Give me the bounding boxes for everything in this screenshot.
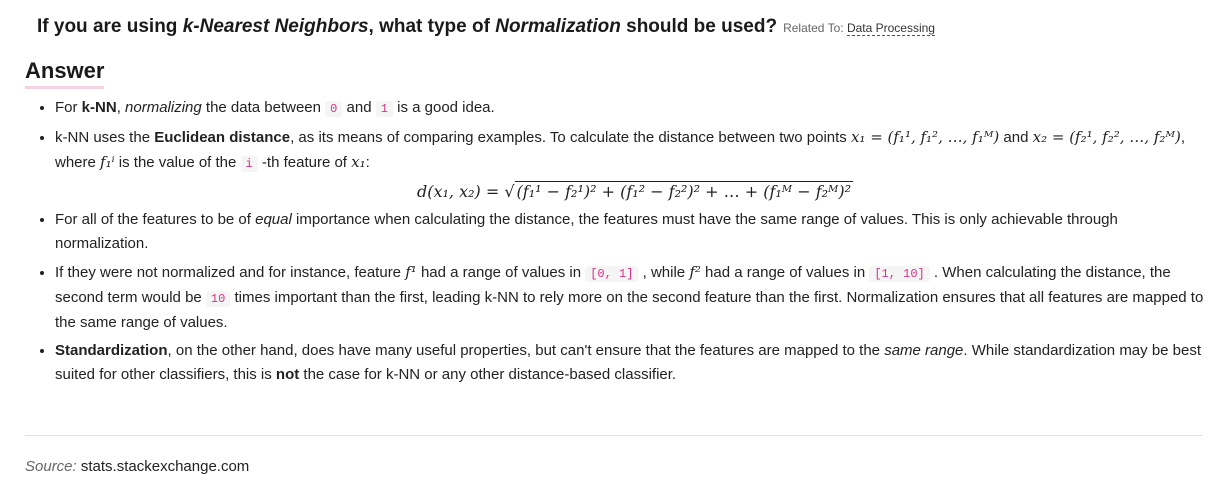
text: had a range of values in: [416, 264, 586, 281]
answer-heading: Answer: [25, 58, 104, 89]
math-f2: f²: [689, 263, 701, 281]
code-range-1-10: [1, 10]: [869, 266, 929, 282]
source-label: Source:: [25, 458, 77, 475]
text: , while: [638, 264, 690, 281]
math-f1: f¹: [405, 263, 417, 281]
related-to: [783, 21, 935, 35]
text: . When calculating the distance, the second term would be: [55, 264, 1171, 306]
question-term-knn: k-Nearest Neighbors: [182, 16, 369, 37]
text: is the value of the: [114, 154, 241, 171]
normalizing-term: normalizing: [125, 99, 202, 116]
math-x2-definition: x₂ = (f₂¹, f₂², …, f₂ᴹ): [1032, 128, 1181, 146]
text: and: [999, 129, 1033, 146]
text: For all of the features to be of: [55, 211, 256, 228]
distance-formula: [55, 180, 1215, 204]
code-one: 1: [376, 101, 393, 117]
text: :: [365, 154, 370, 171]
answer-bullet-list: [37, 96, 1215, 391]
text: -th feature of: [257, 154, 352, 171]
math-x1: x₁: [351, 153, 366, 171]
text: ,: [116, 99, 126, 116]
bullet-normalizing-range: [55, 96, 1215, 121]
text: . While standardization may be best suited for other classifiers, this is: [55, 342, 1202, 383]
bullet-euclidean-distance: [55, 125, 1215, 176]
bullet-standardization: [55, 339, 1215, 387]
text: the case for k-NN or any other distance-based classifier.: [299, 366, 677, 383]
formula-lhs: d(x₁, x₂) = √: [416, 182, 515, 201]
code-zero: 0: [325, 101, 342, 117]
code-i: i: [241, 156, 258, 172]
bullet-equal-importance: [55, 208, 1215, 256]
bullet-range-example: [55, 260, 1215, 335]
text: , where: [55, 129, 1186, 171]
knn-term: k-NN: [81, 99, 117, 116]
euclidean-term: Euclidean distance: [154, 129, 291, 146]
code-range-0-1: [0, 1]: [585, 266, 638, 282]
source-link[interactable]: stats.stackexchange.com: [80, 458, 250, 475]
divider: [25, 435, 1203, 436]
related-label: Related To:: [783, 21, 844, 35]
text: k-NN uses the: [55, 129, 155, 146]
math-x1-definition: x₁ = (f₁¹, f₁², …, f₁ᴹ): [850, 128, 1000, 146]
code-ten: 10: [206, 291, 230, 307]
text: times important than the first, leading k-NN to rely more on the second feature than the first. Normalization ensures that all features are mapped to the same range of values.: [55, 289, 1204, 331]
question-term-normalization: Normalization: [495, 16, 621, 37]
text: is a good idea.: [392, 99, 495, 116]
text: , on the other hand, does have many useful properties, but can't ensure that the features are mapped to the: [167, 342, 885, 359]
formula-radicand: (f₁¹ − f₂¹)² + (f₁² − f₂²)² + … + (f₁ᴹ − f₂ᴹ)²: [516, 182, 852, 201]
text: and: [342, 99, 376, 116]
text: had a range of values in: [700, 264, 870, 281]
question-title: [37, 16, 935, 38]
text: importance when calculating the distance, the features must have the same range of values. This is only achievable through normalization.: [55, 211, 1118, 252]
same-range-term: same range: [884, 342, 964, 359]
not-term: not: [275, 366, 300, 383]
question-prefix: If you are using: [37, 16, 183, 37]
text: For: [55, 99, 82, 116]
source-line: [25, 458, 249, 475]
equal-term: equal: [255, 211, 292, 228]
related-topic-link[interactable]: Data Processing: [846, 21, 935, 35]
text: , as its means of comparing examples. To calculate the distance between two points: [290, 129, 851, 146]
math-feature-i: f₁ⁱ: [100, 153, 115, 171]
text: the data between: [201, 99, 326, 116]
question-suffix: should be used?: [620, 16, 778, 37]
text: If they were not normalized and for instance, feature: [55, 264, 406, 281]
standardization-term: Standardization: [55, 342, 168, 359]
question-middle: , what type of: [368, 16, 496, 37]
